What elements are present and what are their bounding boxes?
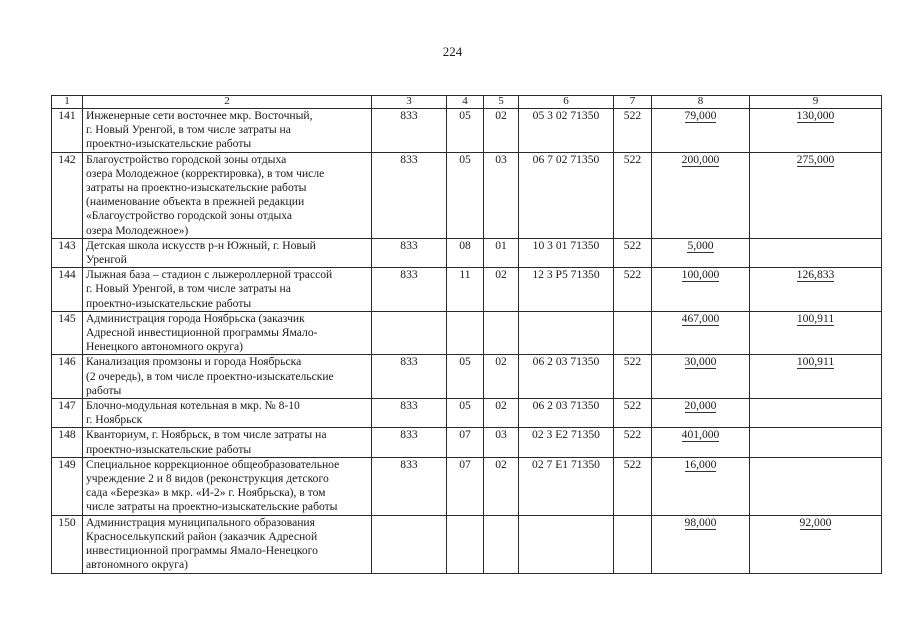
amount-col-8 [652, 399, 750, 428]
amount-col-9 [750, 109, 882, 153]
code-col-4: 05 [447, 355, 484, 399]
col-header-2: 2 [83, 96, 372, 109]
code-col-7 [614, 311, 652, 355]
amount-col-8 [652, 311, 750, 355]
table-row [52, 515, 882, 573]
amount-col-9 [750, 515, 882, 573]
code-col-3: 833 [372, 355, 447, 399]
amount-col-9 [750, 238, 882, 267]
object-name-line: озера Молодежное (корректировка), в том числе [86, 166, 325, 180]
amount-col-8 [652, 152, 750, 238]
object-name [83, 238, 372, 267]
amount-col-9 [750, 457, 882, 515]
object-name-line: работы [86, 383, 122, 397]
code-col-6: 06 7 02 71350 [519, 152, 614, 238]
col-header-9: 9 [750, 96, 882, 109]
amount-col-9 [750, 399, 882, 428]
code-col-6: 12 3 Р5 71350 [519, 268, 614, 312]
code-col-4: 08 [447, 238, 484, 267]
object-name-line: озера Молодежное») [86, 223, 189, 237]
object-name-line: сада «Березка» в мкр. «И-2» г. Ноябрьска), в том [86, 486, 326, 500]
code-col-5: 02 [484, 457, 519, 515]
row-number: 148 [52, 428, 83, 457]
object-name-line: Кванториум, г. Ноябрьск, в том числе затраты на [86, 428, 327, 442]
code-col-6: 06 2 03 71350 [519, 355, 614, 399]
object-name [83, 428, 372, 457]
code-col-6 [519, 311, 614, 355]
object-name-line: Красноселькупский район (заказчик Адресной [86, 529, 318, 543]
row-number: 147 [52, 399, 83, 428]
code-col-7: 522 [614, 109, 652, 153]
code-col-6: 02 7 Е1 71350 [519, 457, 614, 515]
object-name-line: Канализация промзоны и города Ноябрьска [86, 355, 302, 369]
table-row [52, 399, 882, 428]
code-col-5: 03 [484, 152, 519, 238]
amount-col-9 [750, 311, 882, 355]
amount-col-8 [652, 428, 750, 457]
object-name [83, 515, 372, 573]
code-col-4: 05 [447, 152, 484, 238]
amount-col-8 [652, 109, 750, 153]
object-name-line: затраты на проектно-изыскательские работы [86, 181, 307, 195]
code-col-7: 522 [614, 428, 652, 457]
col-header-8: 8 [652, 96, 750, 109]
col-header-6: 6 [519, 96, 614, 109]
code-col-5 [484, 311, 519, 355]
code-col-7 [614, 515, 652, 573]
object-name-line: Администрация города Ноябрьска (заказчик [86, 311, 305, 325]
code-col-5 [484, 515, 519, 573]
header-row [52, 96, 882, 109]
table-body [52, 109, 882, 574]
row-number: 141 [52, 109, 83, 153]
object-name-line: Инженерные сети восточнее мкр. Восточный, [86, 109, 313, 122]
object-name-line: учреждение 2 и 8 видов (реконструкция детского [86, 472, 329, 486]
code-col-6: 05 3 02 71350 [519, 109, 614, 153]
code-col-7: 522 [614, 355, 652, 399]
code-col-6: 10 3 01 71350 [519, 238, 614, 267]
code-col-3: 833 [372, 268, 447, 312]
object-name-line: г. Ноябрьск [86, 413, 143, 427]
code-col-6 [519, 515, 614, 573]
object-name-line: (2 очередь), в том числе проектно-изыскательские [86, 369, 334, 383]
amount-col-8 [652, 515, 750, 573]
object-name-line: Лыжная база – стадион с лыжероллерной трассой [86, 268, 333, 282]
row-number: 144 [52, 268, 83, 312]
amount-col-9 [750, 268, 882, 312]
object-name-line: Специальное коррекционное общеобразовательное [86, 457, 340, 471]
amount-value: 5,000 [687, 238, 714, 252]
object-name [83, 268, 372, 312]
object-name-line: автономного округа) [86, 558, 188, 572]
object-name [83, 399, 372, 428]
object-name-line: проектно-изыскательские работы [86, 137, 252, 151]
table-row [52, 268, 882, 312]
amount-col-9 [750, 428, 882, 457]
amount-col-9 [750, 152, 882, 238]
code-col-4: 05 [447, 399, 484, 428]
code-col-3: 833 [372, 399, 447, 428]
code-col-4: 05 [447, 109, 484, 153]
code-col-4 [447, 515, 484, 573]
amount-value: 79,000 [684, 109, 717, 122]
object-name [83, 355, 372, 399]
object-name-line: «Благоустройство городской зоны отдыха [86, 209, 293, 223]
amount-value: 100,000 [681, 268, 720, 282]
code-col-7: 522 [614, 399, 652, 428]
object-name-line: числе затраты на проектно-изыскательские работы [86, 500, 338, 514]
code-col-3: 833 [372, 428, 447, 457]
code-col-5: 02 [484, 355, 519, 399]
table-row [52, 355, 882, 399]
row-number: 143 [52, 238, 83, 267]
col-header-1: 1 [52, 96, 83, 109]
object-name-line: Уренгой [86, 253, 127, 267]
object-name-line: проектно-изыскательские работы [86, 442, 252, 456]
table-row [52, 109, 882, 153]
amount-value: 92,000 [799, 515, 832, 529]
row-number: 150 [52, 515, 83, 573]
code-col-7: 522 [614, 238, 652, 267]
object-name-line: Блочно-модульная котельная в мкр. № 8-10 [86, 399, 300, 413]
code-col-3 [372, 515, 447, 573]
col-header-5: 5 [484, 96, 519, 109]
row-number: 145 [52, 311, 83, 355]
amount-value: 126,833 [796, 268, 835, 282]
table-row [52, 152, 882, 238]
amount-value: 275,000 [796, 152, 835, 166]
object-name-line: Благоустройство городской зоны отдыха [86, 152, 287, 166]
code-col-3: 833 [372, 238, 447, 267]
object-name-line: г. Новый Уренгой, в том числе затраты на [86, 282, 291, 296]
amount-value: 16,000 [684, 457, 717, 471]
code-col-5: 02 [484, 399, 519, 428]
row-number: 146 [52, 355, 83, 399]
budget-table [51, 95, 882, 574]
amount-value: 401,000 [681, 428, 720, 442]
code-col-7: 522 [614, 457, 652, 515]
amount-value: 100,911 [796, 355, 835, 369]
object-name-line: инвестиционной программы Ямало-Ненецкого [86, 544, 318, 558]
code-col-3: 833 [372, 109, 447, 153]
table-row [52, 457, 882, 515]
table-row [52, 311, 882, 355]
object-name-line: Детская школа искусств р-н Южный, г. Новый [86, 238, 316, 252]
row-number: 149 [52, 457, 83, 515]
table-row [52, 238, 882, 267]
code-col-5: 01 [484, 238, 519, 267]
amount-value: 98,000 [684, 515, 717, 529]
code-col-4: 11 [447, 268, 484, 312]
object-name-line: Ненецкого автономного округа) [86, 340, 244, 354]
object-name [83, 311, 372, 355]
amount-value: 200,000 [681, 152, 720, 166]
amount-col-8 [652, 355, 750, 399]
code-col-5: 02 [484, 109, 519, 153]
code-col-7: 522 [614, 268, 652, 312]
col-header-4: 4 [447, 96, 484, 109]
object-name [83, 152, 372, 238]
code-col-3: 833 [372, 152, 447, 238]
object-name-line: Адресной инвестиционной программы Ямало- [86, 326, 318, 340]
amount-value: 30,000 [684, 355, 717, 369]
page-number: 224 [442, 44, 463, 59]
code-col-4: 07 [447, 457, 484, 515]
code-col-6: 06 2 03 71350 [519, 399, 614, 428]
table-row [52, 428, 882, 457]
code-col-3 [372, 311, 447, 355]
code-col-4: 07 [447, 428, 484, 457]
amount-col-8 [652, 457, 750, 515]
col-header-3: 3 [372, 96, 447, 109]
amount-value: 467,000 [681, 311, 720, 325]
object-name-line: (наименование объекта в прежней редакции [86, 195, 305, 209]
amount-col-9 [750, 355, 882, 399]
code-col-6: 02 3 Е2 71350 [519, 428, 614, 457]
amount-value: 20,000 [684, 399, 717, 413]
object-name-line: проектно-изыскательские работы [86, 296, 252, 310]
code-col-5: 02 [484, 268, 519, 312]
object-name [83, 457, 372, 515]
code-col-5: 03 [484, 428, 519, 457]
object-name-line: г. Новый Уренгой, в том числе затраты на [86, 123, 291, 137]
code-col-3: 833 [372, 457, 447, 515]
object-name [83, 109, 372, 153]
amount-col-8 [652, 268, 750, 312]
row-number: 142 [52, 152, 83, 238]
col-header-7: 7 [614, 96, 652, 109]
object-name-line: Администрация муниципального образования [86, 515, 315, 529]
amount-value: 130,000 [796, 109, 835, 122]
amount-value: 100,911 [796, 311, 835, 325]
code-col-7: 522 [614, 152, 652, 238]
code-col-4 [447, 311, 484, 355]
amount-col-8 [652, 238, 750, 267]
